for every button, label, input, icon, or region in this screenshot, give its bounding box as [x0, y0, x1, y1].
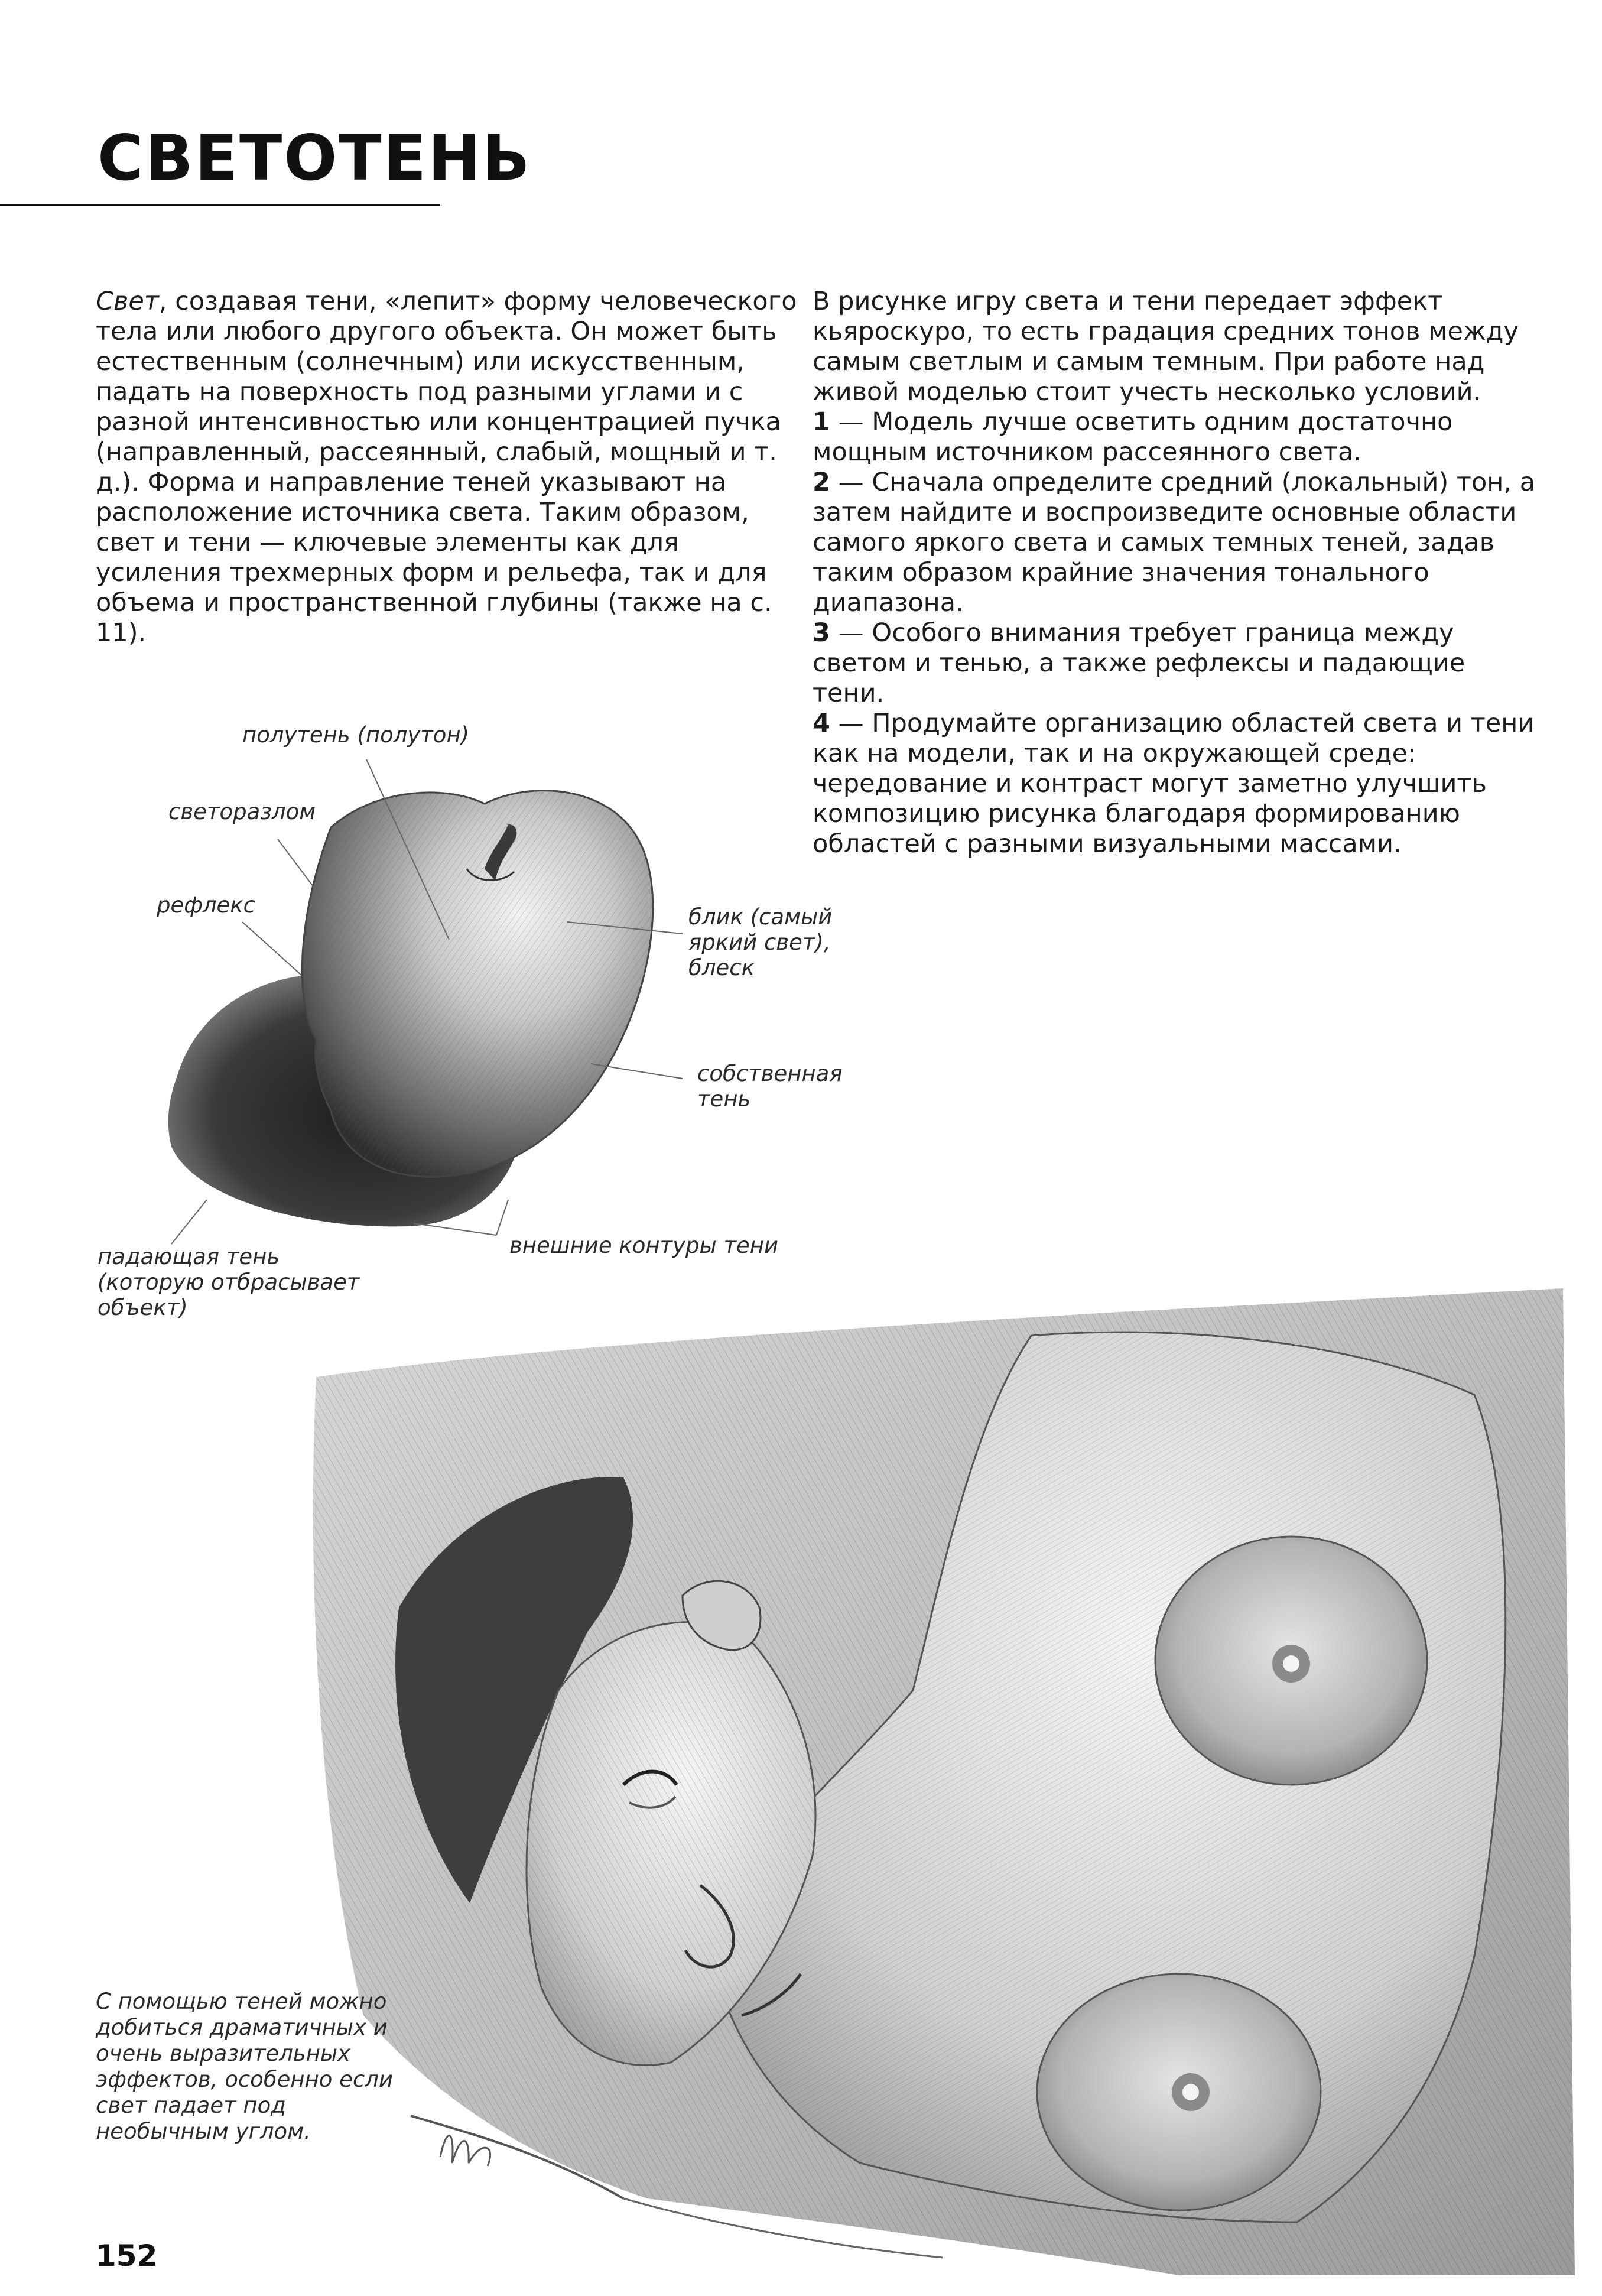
label-halftone: полутень (полутон) [242, 722, 470, 748]
left-text: , создавая тени, «лепит» форму человеческого тела или любого другого объекта. Он может быть естественным (солнечным) или искусственным, падать на поверхность под разными углами и с разной интенсивностью или концентрацией пучка (направленный, рассеянный, слабый, мощный и т. д.). Форма и направление теней указывают на расположение источника света. Таким образом, свет и тени — ключевые элементы как для усиления трехмерных форм и рельефа, так и для объема и пространственной глубины (также на с. 11). [96, 287, 797, 648]
list-item [813, 407, 1539, 467]
label-shadow-contours: внешние контуры тени [509, 1233, 779, 1258]
figure-caption: С помощью теней можно добиться драматичных и очень выразительных эффектов, особенно если свет падает под необычным углом. [96, 1989, 393, 2144]
left-column [96, 287, 805, 648]
item-text: — Особого внимания требует граница между светом и тенью, а также рефлексы и падающие тени. [813, 618, 1465, 708]
label-highlight: блик (самый яркий свет), блеск [688, 904, 833, 980]
right-intro: В рисунке игру света и тени передает эффект кьяроскуро, то есть градация средних тонов между самым светлым и самым темным. При работе над живой моделью стоит учесть несколько условий. [813, 287, 1519, 407]
lead-word: Свет [96, 287, 159, 316]
right-column [813, 287, 1539, 859]
item-number: 4 [813, 709, 830, 738]
list-item [813, 618, 1539, 709]
list-item [813, 467, 1539, 618]
item-text: — Сначала определите средний (локальный) тон, а затем найдите и воспроизведите основные области самого яркого света и самых темных теней, задав таким образом крайние значения тонального диапазона. [813, 467, 1536, 618]
reclining-figure-sketch-icon [293, 1277, 1581, 2281]
item-number: 2 [813, 467, 830, 497]
label-reflex: рефлекс [157, 892, 255, 918]
item-text: — Продумайте организацию областей света и тени как на модели, так и на окружающей среде: чередование и контраст могут заметно улучшить композицию рисунка благодаря формированию областей с разными визуальными массами. [813, 709, 1535, 859]
title-rule [0, 204, 440, 206]
page-number: 152 [96, 2239, 158, 2273]
item-number: 1 [813, 407, 830, 437]
list-item [813, 709, 1539, 859]
item-number: 3 [813, 618, 830, 648]
item-text: — Модель лучше осветить одним достаточно мощным источником рассеянного света. [813, 407, 1453, 467]
left-paragraph [96, 287, 805, 648]
label-own-shadow: собственная тень [697, 1061, 843, 1112]
page-title: СВЕТОТЕНЬ [98, 122, 532, 194]
label-terminator: светоразлом [168, 799, 316, 824]
label-cast-shadow: падающая тень (которую отбрасывает объект) [98, 1244, 360, 1320]
